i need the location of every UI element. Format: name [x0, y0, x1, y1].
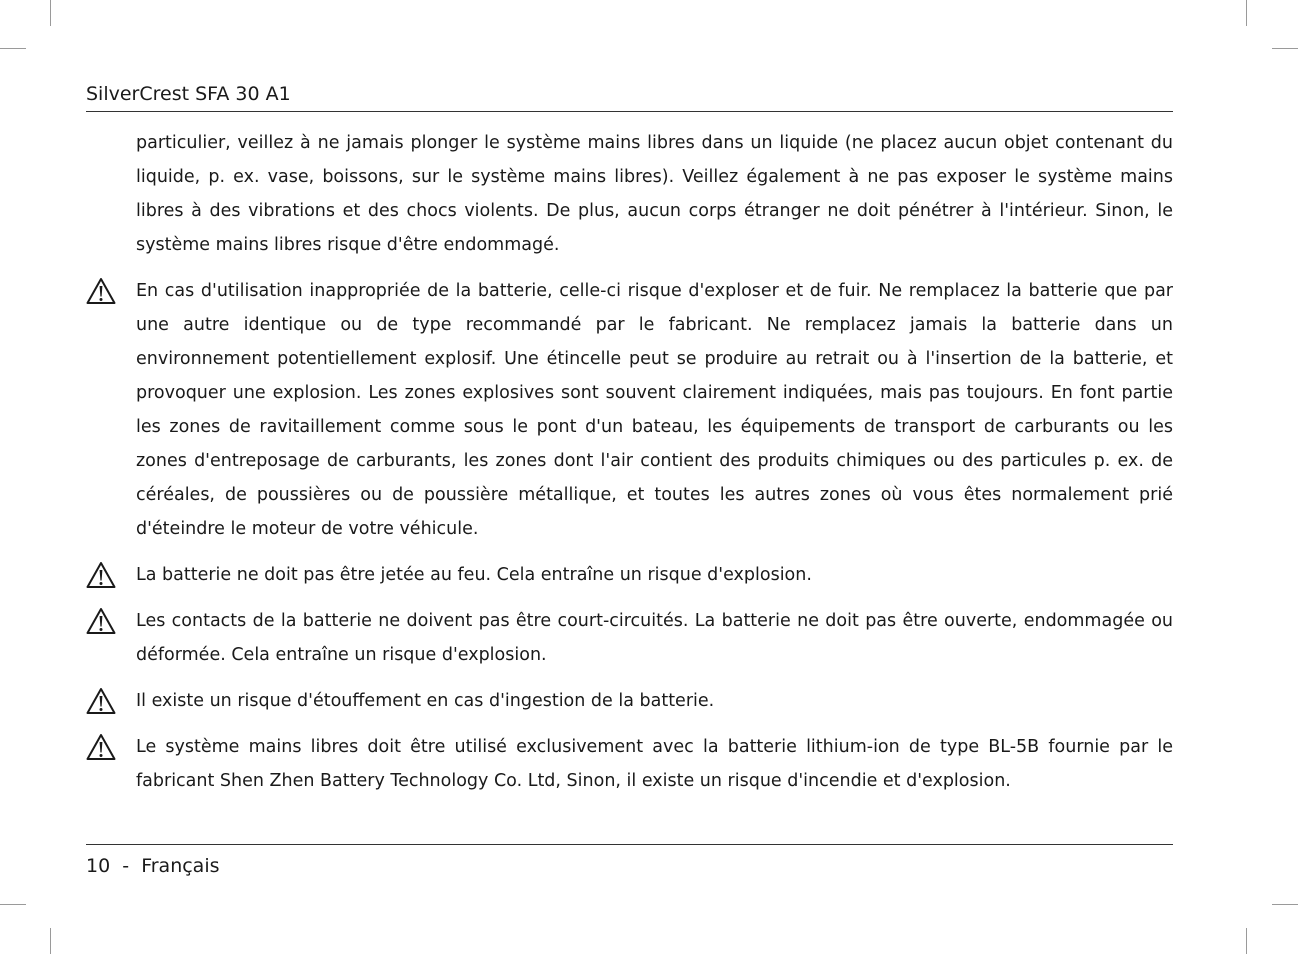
paragraph-text: Le système mains libres doit être utilisé exclusivement avec la batterie lithium-ion de type BL-5B fournie par le fabricant Shen Zhen Battery Technology Co. Ltd, Sinon, il existe un risque d'incendie et d'explosion.	[136, 737, 1173, 791]
header-rule	[86, 111, 1173, 112]
warning-paragraph	[136, 684, 1173, 718]
warning-triangle-icon	[86, 607, 116, 635]
page-footer: 10 - Français	[86, 855, 220, 877]
page-header: SilverCrest SFA 30 A1	[86, 83, 291, 105]
crop-mark	[1246, 0, 1247, 26]
warning-triangle-icon	[86, 277, 116, 305]
warning-triangle-icon	[86, 687, 116, 715]
warning-paragraph	[136, 558, 1173, 592]
page-content	[136, 126, 1173, 798]
paragraph-text: particulier, veillez à ne jamais plonger le système mains libres dans un liquide (ne placez aucun objet contenant du liquide, p. ex. vase, boissons, sur le système mains libres). Veillez également à ne pas exposer le système mains libres à des vibrations et des chocs violents. De plus, aucun corps étranger ne doit pénétrer à l'intérieur. Sinon, le système mains libres risque d'être endommagé.	[136, 133, 1173, 255]
paragraph-text: En cas d'utilisation inappropriée de la batterie, celle-ci risque d'exploser et de fuir. Ne remplacez la batterie que par une autre identique ou de type recommandé par le fabricant. Ne remplacez jamais la batterie dans un environnement potentiellement explosif. Une étincelle peut se produire au retrait ou à l'insertion de la batterie, et provoquer une explosion. Les zones explosives sont souvent clairement indiquées, mais pas toujours. En font partie les zones de ravitaillement comme sous le pont d'un bateau, les équipements de transport de carburants ou les zones d'entreposage de carburants, les zones dont l'air contient des produits chimiques ou des particules p. ex. de céréales, de poussières ou de poussière métallique, et toutes les autres zones où vous êtes normalement prié d'éteindre le moteur de votre véhicule.	[136, 281, 1173, 539]
crop-mark	[0, 904, 26, 905]
paragraph-text: Il existe un risque d'étouffement en cas d'ingestion de la batterie.	[136, 691, 715, 711]
crop-mark	[1246, 928, 1247, 954]
warning-triangle-icon	[86, 561, 116, 589]
paragraph	[136, 126, 1173, 262]
crop-mark	[50, 0, 51, 26]
crop-mark	[1272, 48, 1298, 49]
paragraph-text: Les contacts de la batterie ne doivent pas être court-circuités. La batterie ne doit pas être ouverte, endommagée ou déformée. Cela entraîne un risque d'explosion.	[136, 611, 1173, 665]
warning-triangle-icon	[86, 733, 116, 761]
crop-mark	[1272, 904, 1298, 905]
warning-paragraph	[136, 604, 1173, 672]
crop-mark	[50, 928, 51, 954]
warning-paragraph	[136, 730, 1173, 798]
paragraph-text: La batterie ne doit pas être jetée au feu. Cela entraîne un risque d'explosion.	[136, 565, 812, 585]
warning-paragraph	[136, 274, 1173, 546]
crop-mark	[0, 48, 26, 49]
footer-rule	[86, 844, 1173, 845]
